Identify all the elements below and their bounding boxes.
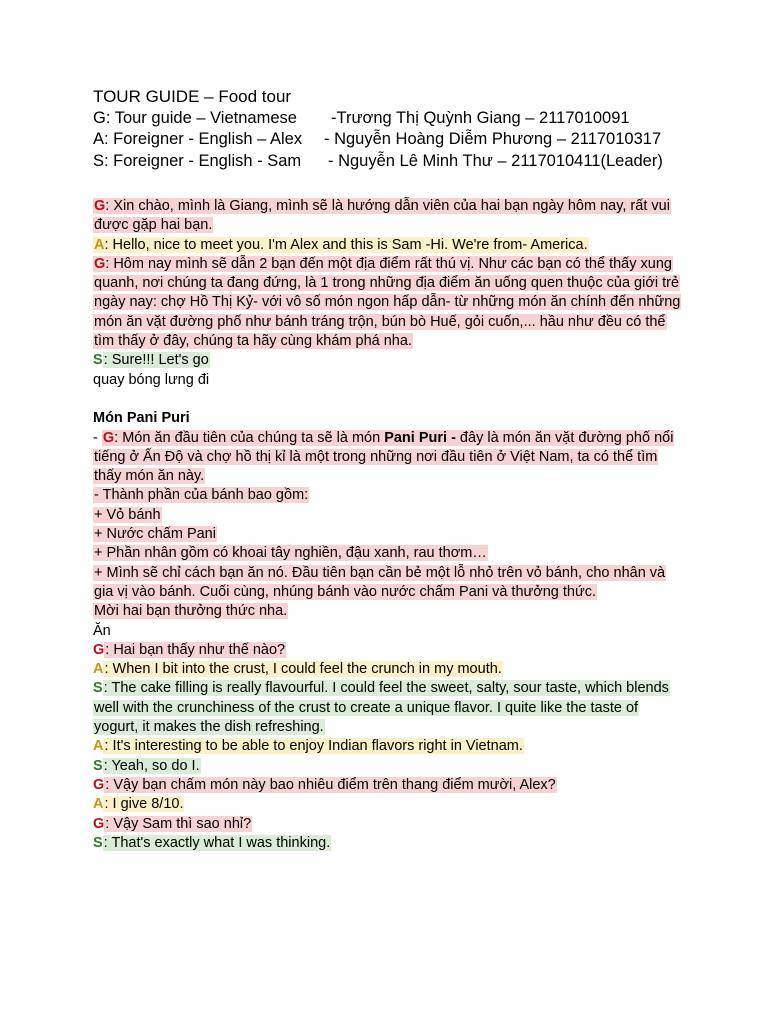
member-name: - Nguyễn Hoàng Diễm Phương – 2117010317 [324,130,662,148]
speaker-label: S [93,834,103,851]
dialogue-script [93,197,683,853]
dialogue-text: : Vậy bạn chấm món này bao nhiêu điểm trên thang điểm mười, Alex? [105,776,556,793]
speaker-label: A [94,236,105,253]
list-dash: - [93,429,102,446]
dialogue-line-sam [93,351,683,370]
dialogue-line-alex [93,795,683,814]
ingredient-item: + Mình sẽ chỉ cách bạn ăn nó. Đầu tiên bạn cần bẻ một lỗ nhỏ trên vỏ bánh, cho nhân và gia vị vào bánh. Cuối cùng, nhúng bánh vào nước chấm Pani và thưởng thức. [94,564,666,600]
dialogue-line-guide [93,815,683,834]
dialogue-text: : Yeah, so do I. [103,757,200,774]
dialogue-line-sam [93,679,683,737]
dialogue-text: : That's exactly what I was thinking. [103,834,331,851]
dialogue-line-alex [93,236,683,255]
dialogue-text: : Xin chào, mình là Giang, mình sẽ là hướng dẫn viên của hai bạn ngày hôm nay, rất vui được gặp hai bạn. [94,198,670,234]
role-label: A: Foreigner - English – Alex [93,130,303,148]
role-row-sam [93,151,703,173]
dialogue-text: : Hello, nice to meet you. I'm Alex and this is Sam -Hi. We're from- America. [104,236,588,253]
role-row-alex [93,129,703,151]
dialogue-text: : When I bit into the crust, I could feel the crunch in my mouth. [104,661,502,678]
member-name: - Nguyễn Lê Minh Thư – 2117010411(Leader) [328,151,663,170]
member-name: -Trương Thị Quỳnh Giang – 2117010091 [331,108,630,127]
role-row-guide [93,108,703,130]
dialogue-text: : Hôm nay mình sẽ dẫn 2 bạn đến một địa điểm rất thú vị. Như các bạn có thể thấy xung quanh, nơi chúng ta đang đứng, là 1 trong những địa điểm ăn uống quen thuộc của giới trẻ ngày nay: chợ Hồ Thị Kỷ- với vô số món ngon hấp dẫn- từ những món ăn chính đến những món ăn vặt đường phố như bánh tráng trộn, bún bò Huế, gỏi cuốn,... hầu như đều có thể tìm thấy ở đây, chúng ta hãy cùng khám phá nha. [94,255,681,350]
ingredient-item: + Vỏ bánh [94,506,161,523]
dialogue-line-guide [93,255,683,351]
speaker-label: G [93,641,105,658]
dialogue-line-sam [93,834,683,853]
dialogue-line-alex [93,660,683,679]
speaker-label: S [93,680,103,697]
dialogue-line-sam [93,757,683,776]
dialogue-text: : Món ăn đầu tiên của chúng ta sẽ là món [114,429,385,446]
speaker-label: S [93,352,103,369]
stage-direction: quay bóng lưng đi [93,371,210,388]
dialogue-text: đây là món ăn vặt đường phố nổi tiếng ở Ấn Độ và chợ hồ thị kỉ là một trong những nơi đầu tiên ở Việt Nam, ta có thể tìm thấy món ăn này. [94,429,674,485]
dialogue-text: : Sure!!! Let's go [103,352,209,369]
ingredient-item: + Phần nhân gồm có khoai tây nghiền, đậu xanh, rau thơm… [94,545,487,562]
dialogue-text: : I give 8/10. [104,796,184,813]
role-label: G: Tour guide – Vietnamese [93,108,297,127]
speaker-label: S [93,757,103,774]
role-label: S: Foreigner - English - Sam [93,151,302,170]
dialogue-line-guide [93,429,683,487]
speaker-label: A [93,796,104,813]
section-title: Món Pani Puri [93,410,190,427]
invite-line: Mời hai bạn thưởng thức nha. [94,603,288,620]
stage-direction: Ăn [93,622,111,639]
dialogue-line-guide [93,641,683,660]
document-header [93,86,703,172]
dialogue-line-guide [93,197,683,236]
ingredient-item: + Nước chấm Pani [94,526,216,543]
speaker-label: G [94,255,106,272]
speaker-label: A [93,738,104,755]
dialogue-text: : It's interesting to be able to enjoy Indian flavors right in Vietnam. [104,738,523,755]
speaker-label: G [102,429,115,446]
spacer [93,390,683,409]
dish-name: Pani Puri - [384,429,456,446]
dialogue-text: : Hai bạn thấy như thế nào? [105,641,286,658]
dialogue-line-guide [93,776,683,795]
document-title: TOUR GUIDE – Food tour [93,87,292,106]
speaker-label: A [93,661,104,678]
dialogue-text: : Vậy Sam thì sao nhỉ? [105,815,252,832]
speaker-label: G [93,776,105,793]
dialogue-text: : The cake filling is really flavourful. I could feel the sweet, salty, sour taste, which blends well with the crunchiness of the crust to create a unique flavor. I quite like the taste of yogurt, it makes the dish refreshing. [94,680,669,736]
speaker-label: G [93,815,105,832]
ingredients-heading: - Thành phần của bánh bao gồm: [94,487,309,504]
dialogue-line-alex [93,737,683,756]
speaker-label: G [94,198,106,214]
